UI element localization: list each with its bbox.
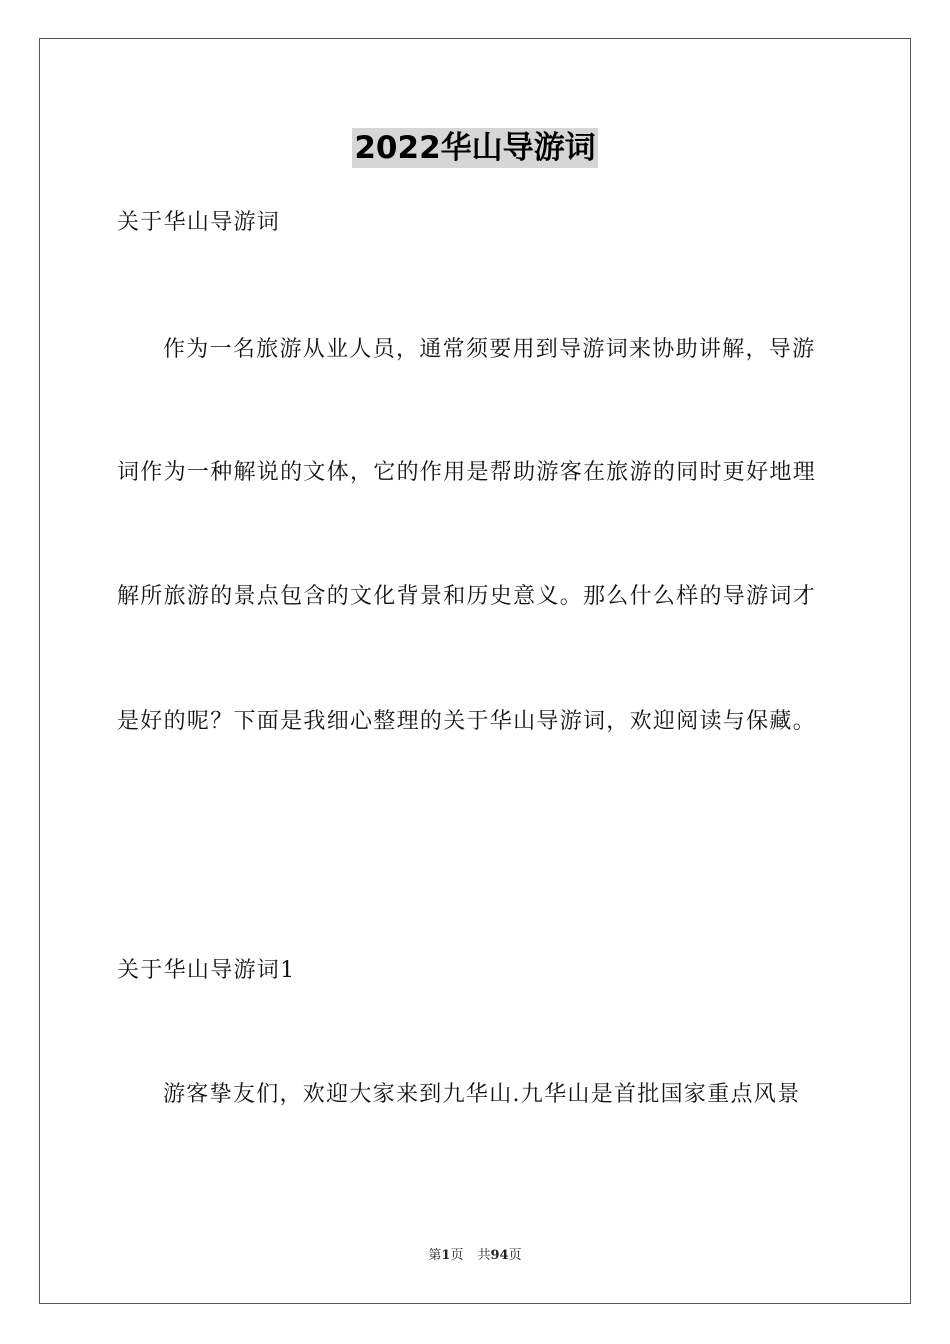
paragraph-line: 是好的呢？下面是我细心整理的关于华山导游词，欢迎阅读与保藏。 — [117, 709, 817, 734]
paragraph-line: 词作为一种解说的文体，它的作用是帮助游客在旅游的同时更好地理 — [117, 460, 817, 485]
document-title: 2022华山导游词 — [354, 130, 596, 166]
page-label-prefix: 第 — [428, 1248, 442, 1263]
paragraph-line: 作为一名旅游从业人员，通常须要用到导游词来协助讲解，导游 — [163, 337, 816, 362]
page-label-suffix: 页 — [450, 1248, 464, 1263]
title-container — [0, 128, 950, 168]
section-heading: 关于华山导游词 — [117, 210, 281, 235]
total-label-prefix: 共 — [477, 1248, 491, 1263]
section-heading: 关于华山导游词1 — [117, 958, 296, 983]
total-label-suffix: 页 — [508, 1248, 522, 1263]
paragraph-line: 游客挚友们，欢迎大家来到九华山.九华山是首批国家重点风景 — [163, 1082, 801, 1107]
total-pages: 94 — [490, 1248, 509, 1263]
page-footer — [0, 1247, 950, 1265]
page-number: 1 — [441, 1248, 451, 1263]
paragraph-line: 解所旅游的景点包含的文化背景和历史意义。那么什么样的导游词才 — [117, 584, 817, 609]
